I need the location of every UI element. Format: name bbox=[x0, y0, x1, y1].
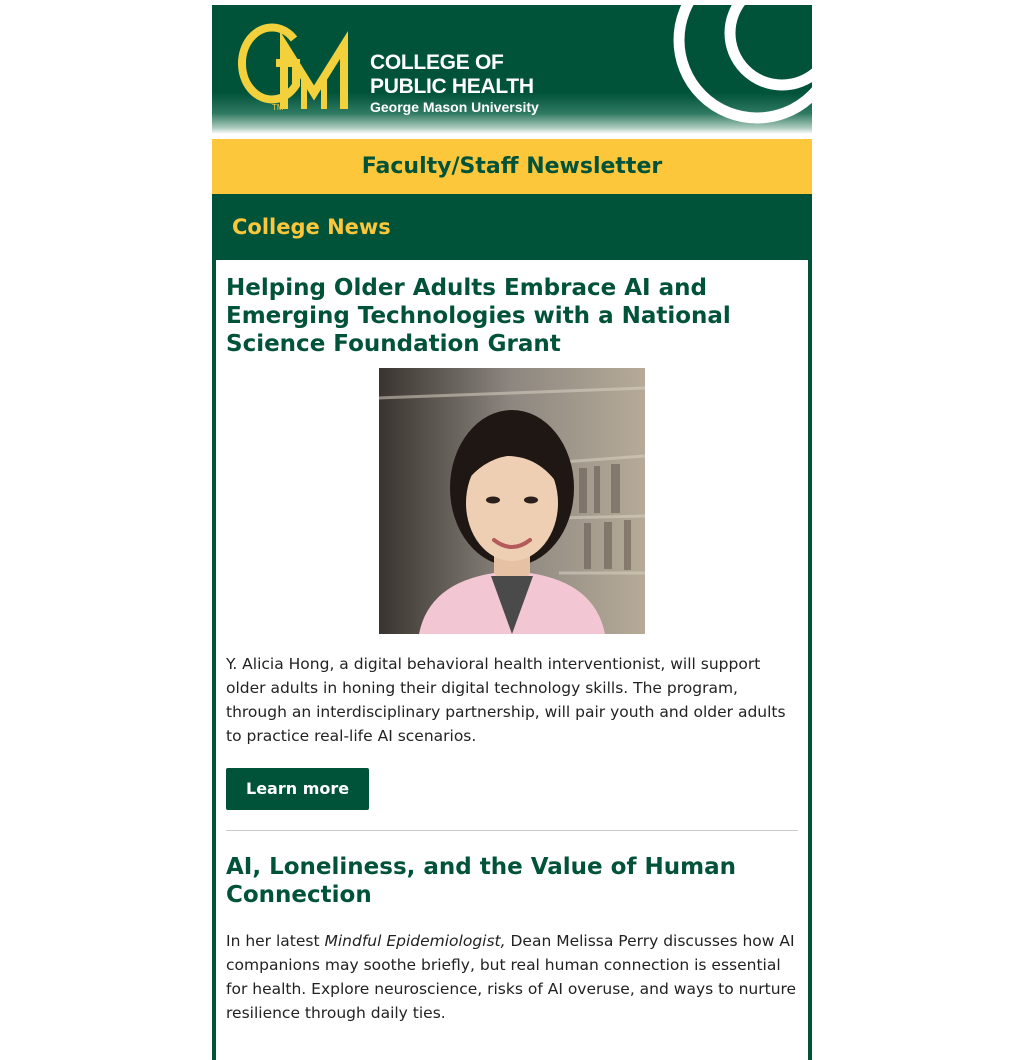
newsletter-banner bbox=[212, 139, 812, 194]
section-title: College News bbox=[232, 215, 391, 239]
newsletter-title: Faculty/Staff Newsletter bbox=[361, 154, 663, 179]
college-name-line1: COLLEGE OF bbox=[370, 51, 504, 74]
university-name: George Mason University bbox=[370, 99, 539, 115]
newsletter-email bbox=[212, 5, 812, 1060]
summary-rest: Dean Melissa Perry discusses how AI companions may soothe briefly, but real human connection is essential for health. Explore neuroscience, risks of AI overuse, and ways to nurture resilience through daily ties. bbox=[226, 932, 797, 1022]
learn-more-button[interactable]: Learn more bbox=[226, 768, 369, 810]
trademark-mark: TM bbox=[272, 103, 284, 112]
article-summary bbox=[226, 929, 798, 1025]
article-divider bbox=[226, 830, 798, 831]
summary-prefix: In her latest bbox=[226, 932, 325, 950]
article-list bbox=[212, 260, 812, 1060]
article-title[interactable]: Helping Older Adults Embrace AI and Emerging Technologies with a National Science Foundation Grant bbox=[226, 275, 731, 357]
header-banner bbox=[212, 5, 812, 134]
article-title[interactable]: AI, Loneliness, and the Value of Human Connection bbox=[226, 854, 736, 908]
column-name: Mindful Epidemiologist, bbox=[324, 932, 506, 950]
portrait-photo-icon bbox=[379, 368, 645, 634]
article-summary: Y. Alicia Hong, a digital behavioral health interventionist, will support older adults in honing their digital technology skills. The program, through an interdisciplinary partnership, will pair youth and older adults to practice real-life AI scenarios. bbox=[226, 655, 786, 745]
section-header bbox=[212, 194, 812, 260]
college-name-line2: PUBLIC HEALTH bbox=[370, 75, 534, 98]
article-image-wrap bbox=[226, 368, 798, 634]
